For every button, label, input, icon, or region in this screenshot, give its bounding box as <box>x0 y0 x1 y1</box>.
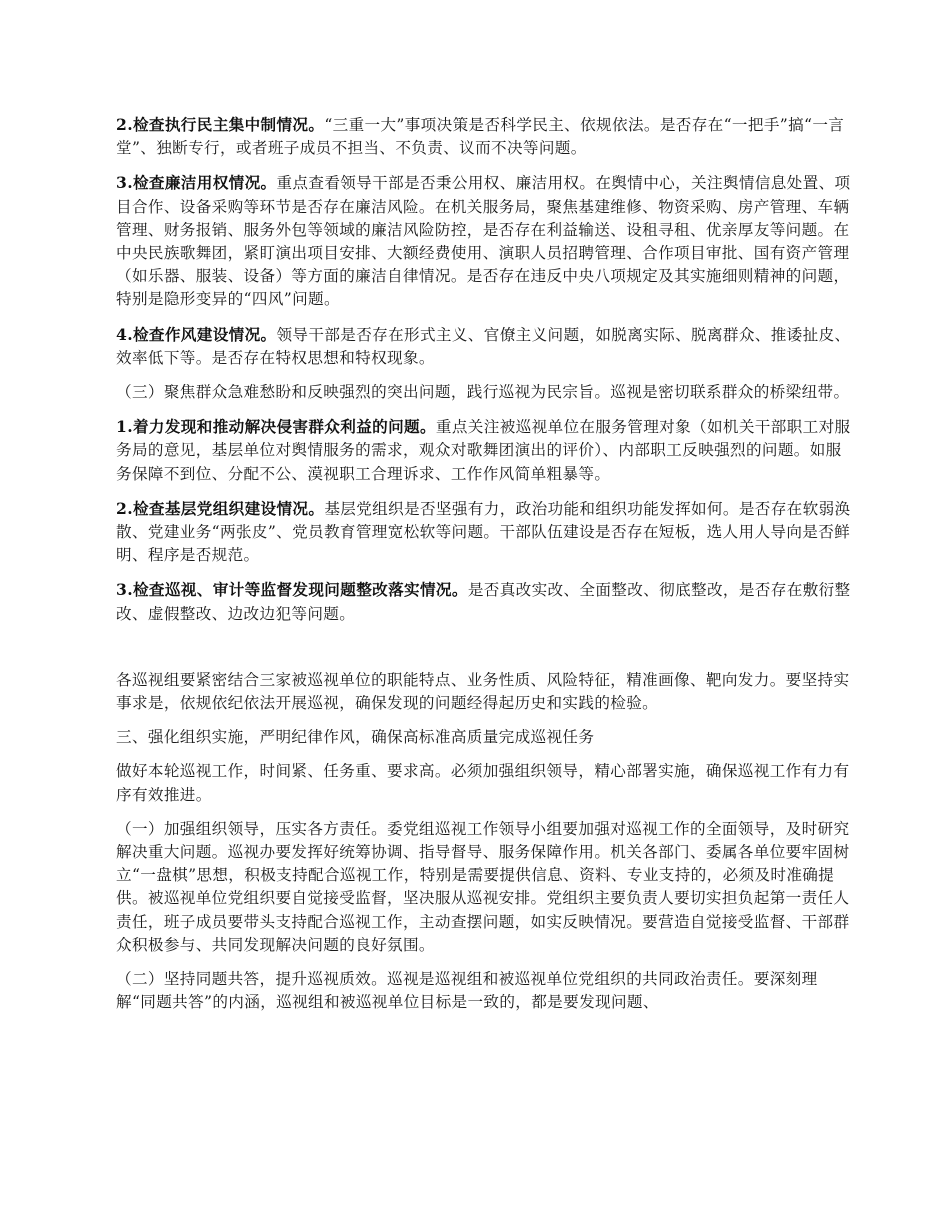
paragraph-text: 做好本轮巡视工作，时间紧、任务重、要求高。必须加强组织领导，精心部署实施，确保巡视工作有力有序有效推进。 <box>116 762 850 804</box>
paragraph-text: （二）坚持同题共答，提升巡视质效。巡视是巡视组和被巡视单位党组织的共同政治责任。要深刻理解“同题共答”的内涵，巡视组和被巡视单位目标是一致的，都是要发现问题、 <box>116 970 818 1012</box>
paragraph-text: （三）聚焦群众急难愁盼和反映强烈的突出问题，践行巡视为民宗旨。巡视是密切联系群众的桥梁纽带。 <box>116 383 850 402</box>
paragraph <box>116 497 852 568</box>
paragraph-text: 重点关注被巡视单位在服务管理对象（如机关干部职工对服务局的意见，基层单位对舆情服务的需求，观众对歌舞团演出的评价）、内部职工反映强烈的问题。如服务保障不到位、分配不公、漠视职工合理诉求、工作作风简单粗暴等。 <box>116 418 851 483</box>
paragraph-text: 重点查看领导干部是否秉公用权、廉洁用权。在舆情中心，关注舆情信息处置、项目合作、设备采购等环节是否存在廉洁风险。在机关服务局，聚焦基建维修、物资采购、房产管理、车辆管理、财务报销、服务外包等领域的廉洁风险防控，是否存在利益输送、设租寻租、优亲厚友等问题。在中央民族歌舞团，紧盯演出项目安排、大额经费使用、演职人员招聘管理、合作项目审批、国有资产管理（如乐器、服装、设备）等方面的廉洁自律情况。是否存在违反中央八项规定及其实施细则精神的问题，特别是隐形变异的“四风”问题。 <box>116 174 851 309</box>
paragraph-text: 三、强化组织实施，严明纪律作风，确保高标准高质量完成巡视任务 <box>116 728 595 747</box>
paragraph-lead: 2.检查基层党组织建设情况。 <box>116 498 325 518</box>
paragraph <box>116 381 852 404</box>
paragraph <box>116 415 852 486</box>
paragraph <box>116 323 852 370</box>
paragraph <box>116 968 852 1014</box>
paragraph <box>116 113 852 160</box>
paragraph-lead: 4.检查作风建设情况。 <box>116 324 277 344</box>
paragraph <box>116 760 852 806</box>
paragraph <box>116 818 852 957</box>
paragraph-text: 各巡视组要紧密结合三家被巡视单位的职能特点、业务性质、风险特征，精准画像、靶向发力。要坚持实事求是，依规依纪依法开展巡视，确保发现的问题经得起历史和实践的检验。 <box>116 670 850 713</box>
paragraph-text: 是否真改实改、全面整改、彻底整改，是否存在敷衍整改、虚假整改、边改边犯等问题。 <box>116 581 851 623</box>
paragraph-text: 基层党组织是否坚强有力，政治功能和组织功能发挥如何。是否存在软弱涣散、党建业务“两张皮”、党员教育管理宽松软等问题。干部队伍建设是否存在短板，选人用人导向是否鲜明、程序是否规范。 <box>116 499 851 565</box>
paragraph-lead: 3.检查廉洁用权情况。 <box>116 173 277 193</box>
paragraph-lead: 1.着力发现和推动解决侵害群众利益的问题。 <box>116 417 436 437</box>
paragraph <box>116 171 852 311</box>
paragraph-lead: 3.检查巡视、审计等监督发现问题整改落实情况。 <box>116 580 468 600</box>
document-body <box>116 113 852 1026</box>
paragraph-text: “三重一大”事项决策是否科学民主、依规依法。是否存在“一把手”搞“一言堂”、独断专行，或者班子成员不担当、不负责、议而不决等问题。 <box>116 116 845 158</box>
paragraph-text: 领导干部是否存在形式主义、官僚主义问题，如脱离实际、脱离群众、推诿扯皮、效率低下等。是否存在特权思想和特权现象。 <box>116 325 851 367</box>
paragraph <box>116 669 852 715</box>
paragraph-lead: 2.检查执行民主集中制情况。 <box>116 115 325 134</box>
section-heading <box>116 726 852 749</box>
paragraph-text: （一）加强组织领导，压实各方责任。委党组巡视工作领导小组要加强对巡视工作的全面领导，及时研究解决重大问题。巡视办要发挥好统筹协调、指导督导、服务保障作用。机关各部门、委属各单位要牢固树立“一盘棋”思想，积极支持配合巡视工作，特别是需要提供信息、资料、专业支持的，必须及时准确提供。被巡视单位党组织要自觉接受监督，坚决服从巡视安排。党组织主要负责人要切实担负起第一责任人责任，班子成员要带头支持配合巡视工作，主动查摆问题，如实反映情况。要营造自觉接受监督、干部群众积极参与、共同发现解决问题的良好氛围。 <box>116 819 850 954</box>
section-gap <box>116 637 852 669</box>
paragraph <box>116 578 852 625</box>
